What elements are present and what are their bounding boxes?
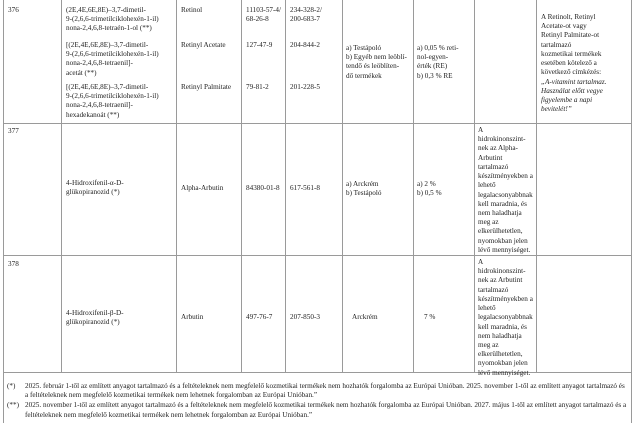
ec-number: 617-561-8 [290, 184, 320, 192]
max-concentration: 7 % [424, 313, 436, 321]
chemical-name: [(2E,4E,6E,8E)–3,7-dimetil- 9-(2,6,6-trimetilciklohexén-1-il) nona-2,4,6,8-tetraenil]- acetát (**) [66, 41, 159, 77]
footnote-mark: (*) [7, 382, 16, 390]
footnotes [7, 382, 627, 421]
cas-number: 11103-57-4/ 68-26-8 [246, 6, 281, 24]
cas-number: 84380-01-8 [246, 184, 280, 192]
inci-name: Retinyl Acetate [181, 41, 226, 49]
chemical-name: (2E,4E,6E,8E)–3,7-dimetil- 9-(2,6,6-trimetilciklohexén-1-il) nona-2,4,6,8-tetraén-1-ol (**) [66, 6, 159, 33]
table-row-377 [4, 123, 631, 256]
row-number: 377 [8, 127, 19, 135]
labelling-italic-text: „A-vitamint tartalmaz. Használat előtt vegye figyelembe a napi bevitelét!” [541, 77, 607, 114]
table-row-376 [4, 0, 631, 124]
row-number: 376 [8, 6, 19, 14]
ec-number: 204-844-2 [290, 41, 320, 49]
footnote-text: 2025. február 1-től az említett anyagot tartalmazó és a feltételeknek nem megfelelő kozmetikai termékek nem hozhatók forgalomba az Európai Unióban. 2025. november 1-től az említett anyagot tartalmazó és a feltételeknek nem megfelelő kozmetikai termékek nem lehetnek forgalomban az Európai Unióban.” [25, 382, 625, 400]
footnote [7, 401, 627, 419]
cas-number: 497-76-7 [246, 313, 273, 321]
row-number: 378 [8, 260, 19, 268]
max-concentration: a) 0,05 % reti- nol-egyen- érték (RE) b) 0,3 % RE [417, 44, 459, 80]
inci-name: Retinyl Palmitate [181, 83, 232, 91]
regulation-table-page [3, 0, 632, 423]
cas-number: 127-47-9 [246, 41, 273, 49]
ec-number: 207-850-3 [290, 313, 320, 321]
other-conditions: A hidrokinonszint- nek az Alpha- Arbutint tartalmazó készítményekben a lehető legalacsonyabbnak kell maradnia, és nem haladhatja meg az elkerülhetetlen, nyomokban jelen lévő mennyiséget. [478, 126, 533, 254]
inci-name: Alpha-Arbutin [181, 184, 224, 192]
product-type: a) Arckrém b) Testápoló [346, 180, 382, 198]
ec-number: 201-228-5 [290, 83, 320, 91]
other-conditions: A hidrokinonszint- nek az Arbutint tartalmazó készítményekben a lehető legalacsonyabbnak kell maradnia, és nem haladhatja meg az elkerülhetetlen, nyomokban jelen lévő mennyiséget. [478, 258, 533, 377]
chemical-name: [(2E,4E,6E,8E)–3,7-dimetil- 9-(2,6,6-trimetilciklohexén-1-il) nona-2,4,6,8-tetraenil]- hexadekanoát (**) [66, 83, 159, 119]
labelling-warning [541, 13, 629, 114]
ec-number: 234-328-2/ 200-683-7 [290, 6, 322, 24]
labelling-text: A Retinolt, Retinyl Acetate-ot vagy Retinyl Palmitate-ot tartalmazó kozmetikai termékek esetében kötelező a következő címkézés: [541, 13, 602, 77]
inci-name: Arbutin [181, 313, 204, 321]
chemical-name: 4-Hidroxifenil-α-D- glükopiranozid (*) [66, 179, 124, 197]
inci-name: Retinol [181, 6, 203, 14]
footnote [7, 382, 627, 400]
chemical-name: 4-Hidroxifenil-β-D- glükopiranozid (*) [66, 309, 124, 327]
table-row-378 [4, 255, 631, 377]
product-type: Arckrém [352, 313, 378, 321]
footnote-text: 2025. november 1-től az említett anyagot tartalmazó és a feltételeknek nem megfelelő kozmetikai termékek nem hozhatók forgalomba az Európai Unióban. 2027. május 1-től az említett anyagot tartalmazó és a feltételeknek nem megfelelő kozmetikai termékek nem lehetnek forgalomban az Európai Unióban.” [25, 401, 627, 419]
cas-number: 79-81-2 [246, 83, 269, 91]
max-concentration: a) 2 % b) 0,5 % [417, 180, 442, 198]
product-type: a) Testápoló b) Egyéb nem leöblí- tendő és leöblíten- dő termékek [346, 44, 407, 80]
footnote-mark: (**) [7, 401, 19, 410]
